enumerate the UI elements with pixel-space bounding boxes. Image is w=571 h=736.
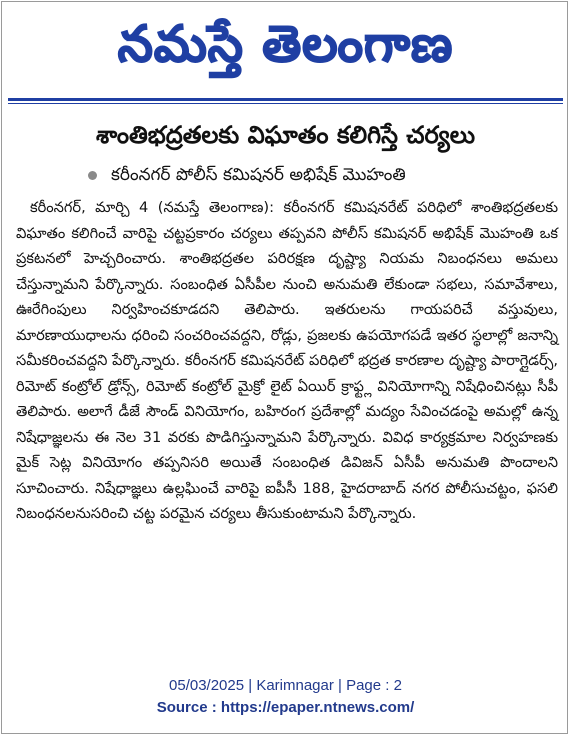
masthead-rule-thin (8, 103, 563, 104)
masthead-title: నమస్తే తెలంగాణ (117, 15, 454, 73)
article-subheadline (88, 162, 568, 188)
masthead-rule-thick (8, 98, 563, 101)
clipping-footer (0, 675, 571, 719)
article-body: కరీంనగర్, మార్చి 4 (నమస్తే తెలంగాణ): కరీంనగర్ కమిషనరేట్ పరిధిలో శాంతిభద్రతలకు విఘాతం కలిగించే వారిపై చట్టప్రకారం చర్యలు తప్పవని పోలీస్ కమిషనర్ అభిషేక్ మొహంతి ఒక ప్రకటనలో హెచ్చరించారు. శాంతిభద్రతల పరిరక్షణ దృష్ట్యా నియమ నిబంధనలు అమలు చేస్తున్నామని పేర్కొన్నారు. సంబంధిత ఏసీపీల నుంచి అనుమతి లేకుండా సభలు, సమావేశాలు, ఊరేగింపులు నిర్వహించకూడదని తెలిపారు. ఇతరులను గాయపరిచే వస్తువులు, మారణాయుధాలను ధరించి సంచరించవద్దని, రోడ్లు, ప్రజలకు ఉపయోగపడే ఇతర స్థలాల్లో జనాన్ని సమీకరించవద్దని పేర్కొన్నారు. కరీంనగర్ కమిషనరేట్ పరిధిలో భద్రత కారణాల దృష్ట్యా పారాగ్లైడర్స్, రిమోట్ కంట్రోల్ డ్రోన్స్, రిమోట్ కంట్రోల్ మైక్రో లైట్ ఏయిర్ క్రాఫ్ట్ల వినియోగాన్ని నిషేధించినట్లు సీపీ తెలిపారు. అలాగే డీజే సౌండ్ వినియోగం, బహిరంగ ప్రదేశాల్లో మద్యం సేవించడంపై అమల్లో ఉన్న నిషేధాజ్ఞలను ఈ నెల 31 వరకు పొడిగిస్తున్నామని పేర్కొన్నారు. వివిధ కార్యక్రమాల నిర్వహణకు మైక్ సెట్ల వినియోగం తప్పనిసరి అయితే సంబంధిత డివిజన్ ఏసీపీ అనుమతి పొందాలని సూచించారు. నిషేధాజ్ఞలు ఉల్లఘించే వారిపై ఐపీసీ 188, హైదరాబాద్ నగర పోలీసుచట్టం, ఫసలి నిబంధనలనుసరించి చట్ట పరమైన చర్యలు తీసుకుంటామని పేర్కొన్నారు. (16, 199, 558, 522)
newspaper-masthead (0, 8, 571, 80)
subheadline-text: కరీంనగర్ పోలీస్ కమిషనర్ అభిషేక్ మొహంతి (111, 165, 406, 185)
bullet-icon (88, 171, 97, 180)
footer-source: Source : https://epaper.ntnews.com/ (156, 699, 415, 716)
article-headline: శాంతిభద్రతలకు విఘాతం కలిగిస్తే చర్యలు (95, 121, 476, 149)
footer-dateline: 05/03/2025 | Karimnagar | Page : 2 (169, 677, 402, 694)
